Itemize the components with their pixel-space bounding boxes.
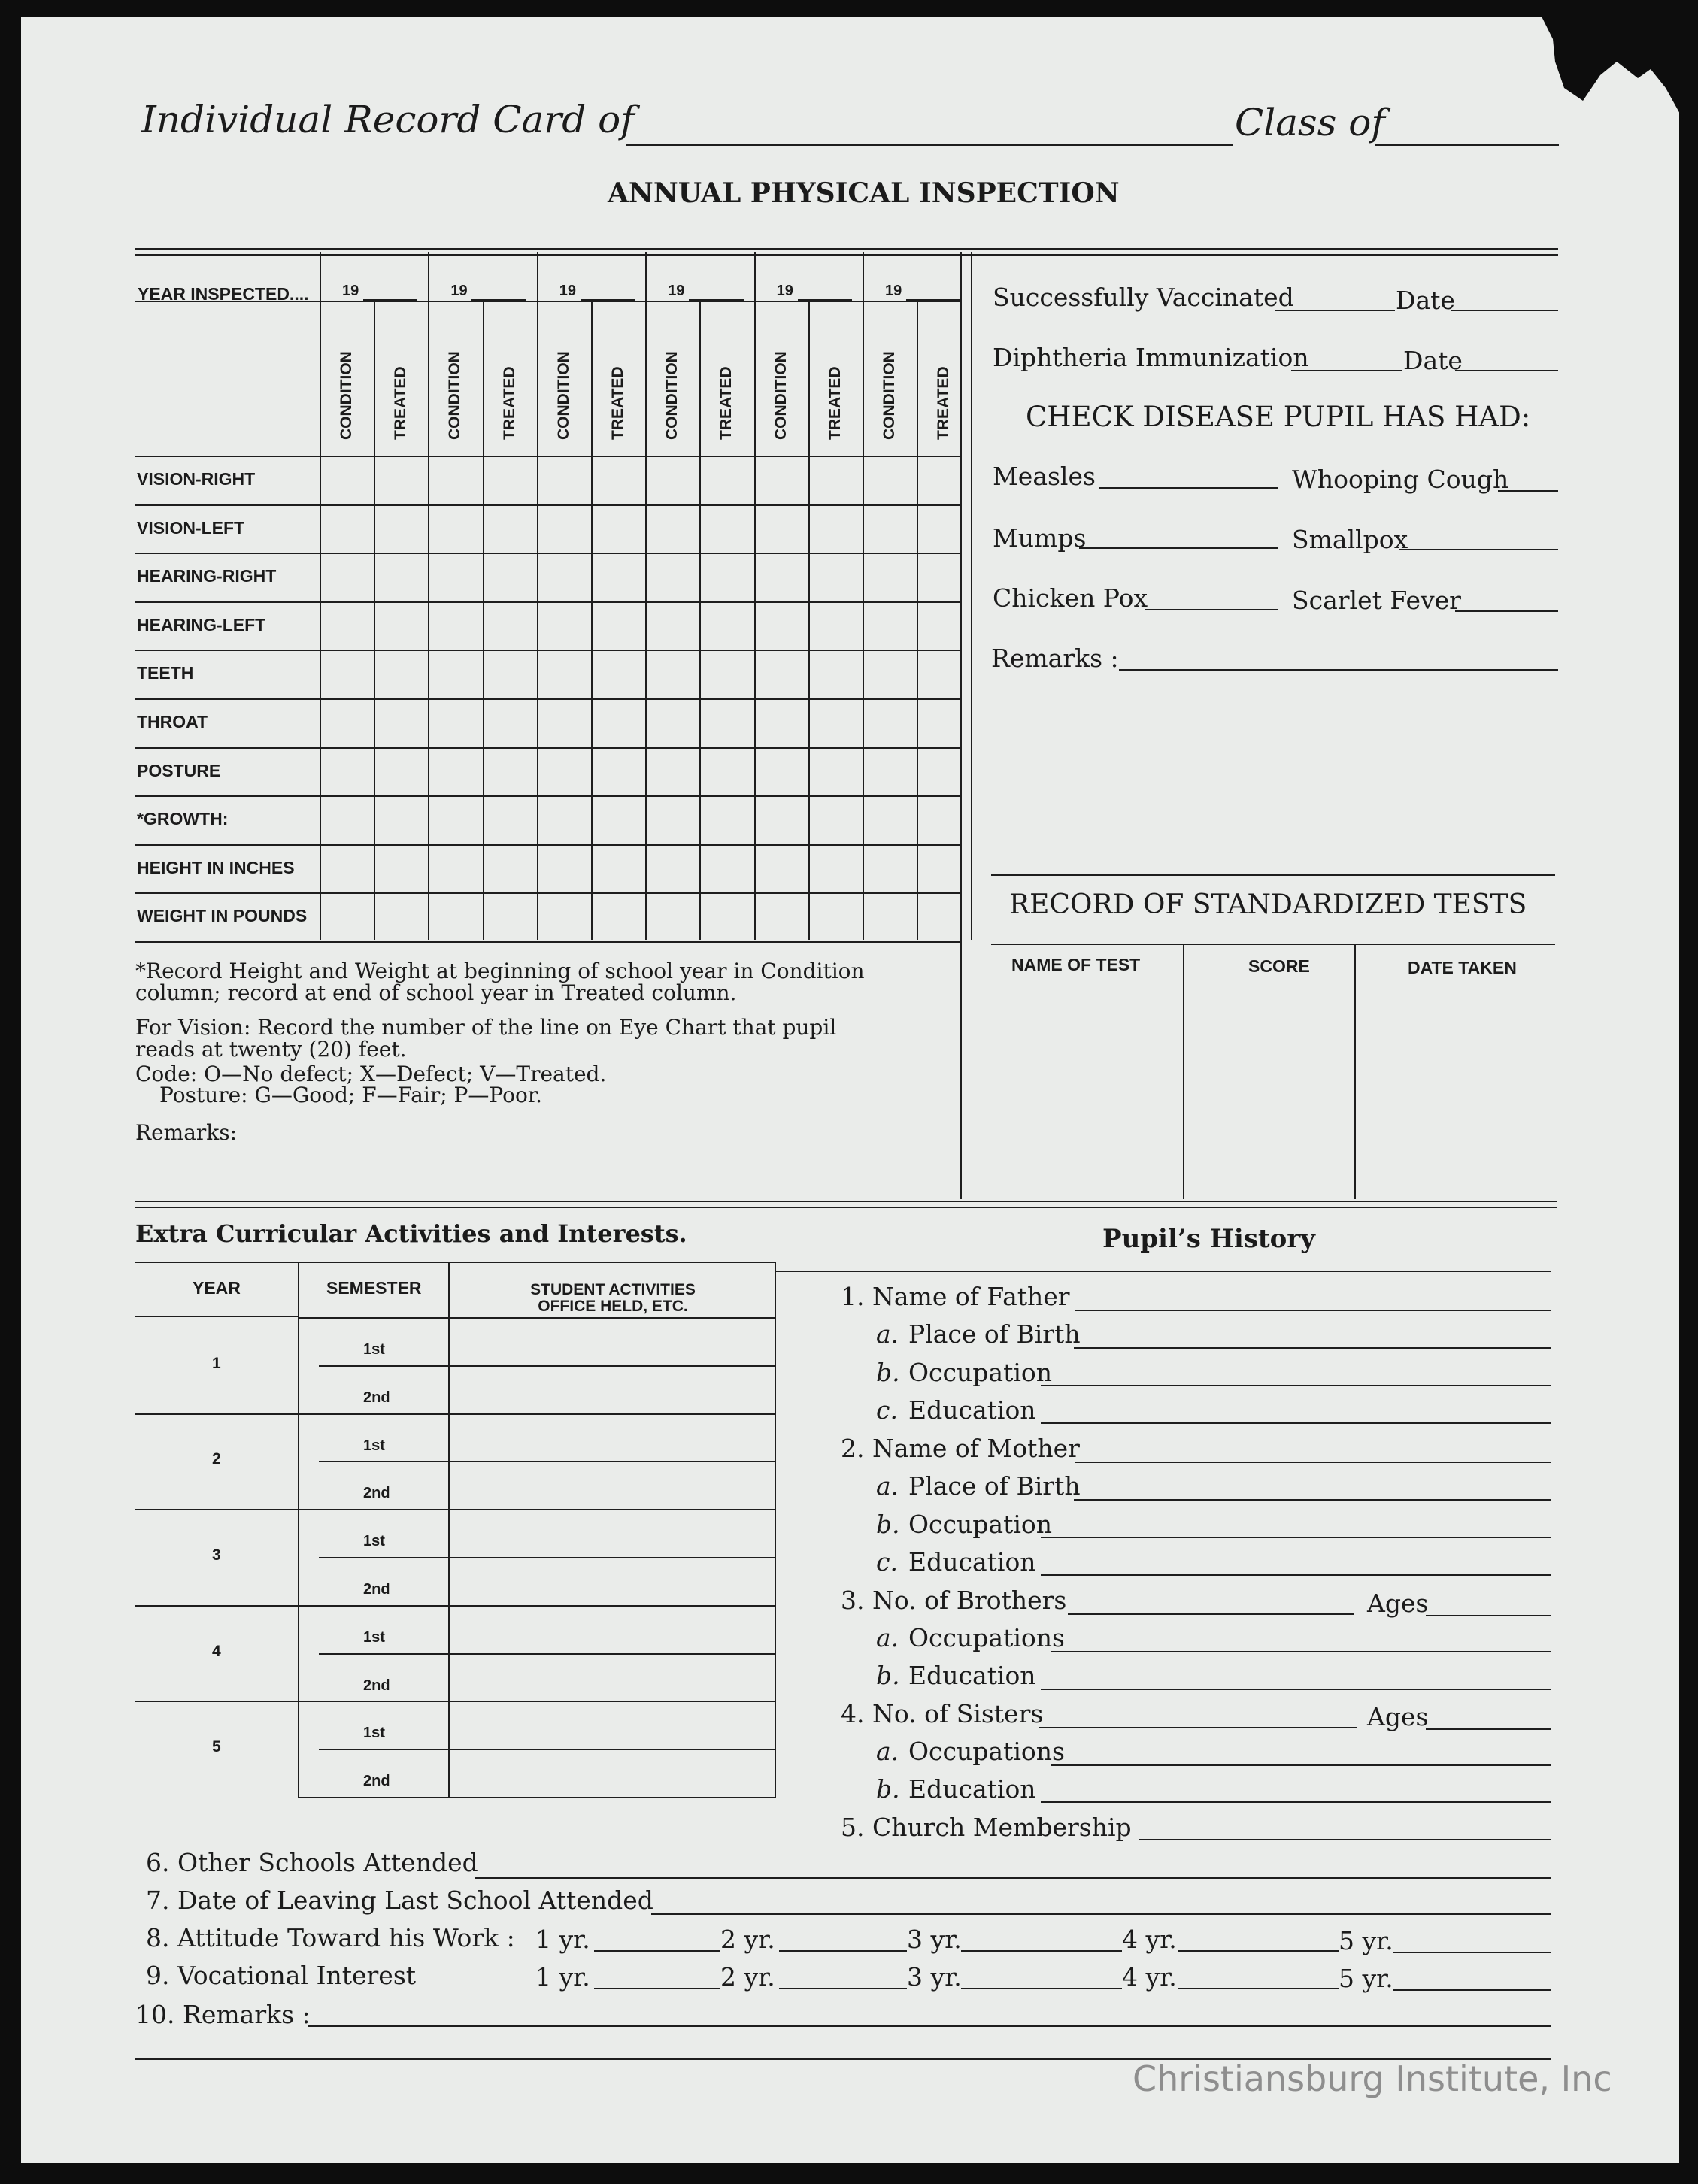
attitude-label: 8. Attitude Toward his Work : bbox=[146, 1923, 515, 1952]
grid-row-label: HEARING-RIGHT bbox=[137, 566, 277, 586]
grid-row-rule bbox=[135, 553, 960, 554]
sisters-occupations-line bbox=[1051, 1764, 1551, 1766]
grid-col-divider bbox=[863, 252, 864, 940]
grid-row-rule bbox=[135, 698, 960, 700]
vocational-yr5-line bbox=[1393, 1989, 1551, 1991]
condition-header: CONDITION bbox=[772, 351, 790, 440]
check-disease-title: CHECK DISEASE PUPIL HAS HAD: bbox=[1026, 401, 1531, 433]
year-prefix: 19 bbox=[885, 283, 902, 299]
vocational-yr5: 5 yr. bbox=[1339, 1964, 1393, 1993]
test-score-header: SCORE bbox=[1248, 956, 1310, 976]
sisters-b: b. bbox=[876, 1774, 900, 1804]
treated-header: TREATED bbox=[717, 366, 735, 440]
vocational-yr2: 2 yr. bbox=[720, 1962, 775, 1992]
grid-right-border bbox=[960, 252, 962, 1199]
father-occupation-label: Occupation bbox=[908, 1358, 1053, 1387]
attitude-yr4-line bbox=[1178, 1950, 1339, 1952]
father-education-label: Education bbox=[908, 1395, 1036, 1425]
vocational-yr3-line bbox=[961, 1988, 1122, 1989]
section-rule bbox=[135, 1201, 1557, 1202]
code-note: Code: O—No defect; X—Defect; V—Treated. bbox=[135, 1062, 607, 1086]
father-line bbox=[1075, 1310, 1551, 1311]
year-prefix: 19 bbox=[342, 283, 359, 299]
grid-row-rule bbox=[135, 795, 960, 797]
grid-row-rule bbox=[135, 601, 960, 603]
mother-c: c. bbox=[876, 1547, 898, 1577]
attitude-yr3: 3 yr. bbox=[907, 1925, 962, 1954]
tests-top-rule bbox=[991, 874, 1555, 876]
sisters-education-label: Education bbox=[908, 1774, 1036, 1804]
grid-row-label: TEETH bbox=[137, 663, 194, 683]
semester-header: SEMESTER bbox=[326, 1278, 422, 1298]
measles-line bbox=[1099, 487, 1278, 489]
year-inspected-label: YEAR INSPECTED.... bbox=[138, 284, 309, 304]
scarlet-fever-line bbox=[1455, 610, 1558, 612]
scarlet-fever-label: Scarlet Fever bbox=[1292, 586, 1461, 615]
mother-birth-line bbox=[1074, 1499, 1551, 1501]
tests-col-divider bbox=[1183, 944, 1184, 1199]
inspection-remarks-label: Remarks: bbox=[135, 1120, 238, 1145]
mumps-line bbox=[1079, 547, 1278, 549]
chicken-pox-line bbox=[1145, 609, 1278, 610]
brothers-occupations-line bbox=[1051, 1651, 1551, 1652]
condition-header: CONDITION bbox=[446, 351, 464, 440]
activities-bottom-rule bbox=[298, 1797, 776, 1798]
history-top-rule bbox=[775, 1271, 1551, 1272]
attitude-yr2: 2 yr. bbox=[720, 1925, 775, 1954]
vaccinated-label: Successfully Vaccinated bbox=[993, 283, 1294, 312]
semester-1st: 1st bbox=[363, 1437, 385, 1454]
grid-row-rule bbox=[135, 941, 960, 943]
treated-header: TREATED bbox=[392, 366, 410, 440]
father-a: a. bbox=[876, 1319, 899, 1349]
vision-note-1: For Vision: Record the number of the line on Eye Chart that pupil bbox=[135, 1015, 837, 1040]
header-rule bbox=[135, 248, 1558, 250]
mother-education-line bbox=[1041, 1574, 1551, 1576]
grid-col-divider bbox=[754, 252, 756, 940]
activity-year-rule bbox=[135, 1701, 775, 1702]
grid-row-rule bbox=[135, 650, 960, 651]
semester-2nd: 2nd bbox=[363, 1485, 390, 1502]
activity-year: 2 bbox=[212, 1450, 221, 1468]
attitude-yr2-line bbox=[779, 1950, 907, 1952]
grid-row-label: VISION-RIGHT bbox=[137, 469, 256, 489]
student-activities-header: STUDENT ACTIVITIES bbox=[530, 1281, 696, 1298]
vaccinated-date-line bbox=[1451, 310, 1558, 311]
class-label: Class of bbox=[1235, 101, 1385, 144]
activity-row-rule bbox=[319, 1365, 775, 1367]
attitude-yr5-line bbox=[1393, 1952, 1551, 1953]
grid-row-label: POSTURE bbox=[137, 760, 221, 780]
whooping-cough-label: Whooping Cough bbox=[1292, 465, 1509, 494]
sisters-occupations-label: Occupations bbox=[908, 1737, 1065, 1766]
mother-a: a. bbox=[876, 1471, 899, 1501]
brothers-line bbox=[1068, 1613, 1354, 1615]
test-name-header: NAME OF TEST bbox=[1011, 955, 1141, 974]
church-membership-line bbox=[1139, 1839, 1551, 1840]
sisters-ages-line bbox=[1426, 1728, 1551, 1730]
growth-note-1: *Record Height and Weight at beginning of school year in Condition bbox=[135, 959, 865, 983]
semester-1st: 1st bbox=[363, 1628, 385, 1646]
year-header: YEAR bbox=[193, 1278, 241, 1298]
final-remarks-label: 10. Remarks : bbox=[135, 2000, 311, 2029]
section-rule bbox=[135, 1207, 1557, 1208]
grid-row-label: THROAT bbox=[137, 712, 208, 732]
page-title: ANNUAL PHYSICAL INSPECTION bbox=[608, 177, 1120, 209]
attitude-yr4: 4 yr. bbox=[1122, 1925, 1177, 1954]
activity-row-rule bbox=[319, 1557, 775, 1558]
vocational-yr2-line bbox=[779, 1988, 907, 1989]
attitude-yr5: 5 yr. bbox=[1339, 1926, 1393, 1955]
condition-header: CONDITION bbox=[663, 351, 681, 440]
vocational-yr4: 4 yr. bbox=[1122, 1962, 1177, 1992]
semester-1st: 1st bbox=[363, 1341, 385, 1358]
father-b: b. bbox=[876, 1358, 900, 1387]
health-remarks-label: Remarks : bbox=[991, 644, 1119, 673]
grid-row-label: HEIGHT IN INCHES bbox=[137, 857, 295, 877]
brothers-ages-label: Ages bbox=[1367, 1589, 1429, 1618]
brothers-label: 3. No. of Brothers bbox=[841, 1586, 1067, 1615]
semester-2nd: 2nd bbox=[363, 1389, 390, 1406]
father-occupation-line bbox=[1041, 1385, 1551, 1386]
grid-col-divider bbox=[537, 252, 538, 940]
grid-col-divider bbox=[645, 252, 647, 940]
treated-header: TREATED bbox=[935, 366, 953, 440]
grid-col-divider bbox=[971, 252, 972, 940]
condition-header: CONDITION bbox=[338, 351, 355, 440]
brothers-ages-line bbox=[1426, 1615, 1551, 1616]
mother-label: 2. Name of Mother bbox=[841, 1434, 1080, 1463]
watermark: Christiansburg Institute, Inc bbox=[1133, 2058, 1612, 2099]
vocational-yr3: 3 yr. bbox=[907, 1962, 962, 1992]
year-prefix: 19 bbox=[450, 283, 468, 299]
attitude-yr1-line bbox=[594, 1950, 720, 1952]
sisters-a: a. bbox=[876, 1737, 899, 1766]
date-leaving-line bbox=[651, 1913, 1551, 1915]
brothers-occupations-label: Occupations bbox=[908, 1623, 1065, 1652]
activity-row-rule bbox=[319, 1749, 775, 1750]
mother-line bbox=[1075, 1462, 1551, 1463]
brothers-education-label: Education bbox=[908, 1661, 1036, 1690]
grid-row-rule bbox=[135, 844, 960, 846]
smallpox-label: Smallpox bbox=[1292, 525, 1408, 554]
activity-year-rule bbox=[135, 1605, 775, 1607]
activities-top-rule bbox=[135, 1262, 776, 1263]
chicken-pox-label: Chicken Pox bbox=[993, 583, 1148, 613]
grid-row-label: HEARING-LEFT bbox=[137, 614, 266, 635]
smallpox-line bbox=[1399, 549, 1558, 550]
year-prefix: 19 bbox=[776, 283, 793, 299]
activities-col-divider bbox=[448, 1262, 450, 1797]
father-birth-label: Place of Birth bbox=[908, 1319, 1081, 1349]
tests-header-rule bbox=[991, 944, 1555, 945]
semester-2nd: 2nd bbox=[363, 1677, 390, 1694]
attitude-yr3-line bbox=[961, 1950, 1122, 1952]
activities-right-border bbox=[775, 1262, 776, 1797]
tests-title: RECORD OF STANDARDIZED TESTS bbox=[1009, 889, 1527, 920]
activity-year-rule bbox=[135, 1413, 775, 1415]
condition-header: CONDITION bbox=[881, 351, 898, 440]
brothers-b: b. bbox=[876, 1661, 900, 1690]
semester-2nd: 2nd bbox=[363, 1581, 390, 1598]
father-birth-line bbox=[1074, 1347, 1551, 1349]
tests-col-divider bbox=[1354, 944, 1356, 1199]
other-schools-label: 6. Other Schools Attended bbox=[146, 1848, 478, 1877]
vocational-label: 9. Vocational Interest bbox=[146, 1961, 417, 1990]
health-remarks-line bbox=[1119, 669, 1558, 671]
date-leaving-label: 7. Date of Leaving Last School Attended bbox=[146, 1886, 653, 1915]
name-line bbox=[626, 144, 1233, 146]
vocational-yr1-line bbox=[594, 1988, 720, 1989]
mother-b: b. bbox=[876, 1510, 900, 1539]
condition-header: CONDITION bbox=[554, 351, 572, 440]
grid-row-label: WEIGHT IN POUNDS bbox=[137, 906, 308, 926]
brothers-a: a. bbox=[876, 1623, 899, 1652]
vaccinated-line bbox=[1275, 310, 1395, 311]
activities-col-divider bbox=[298, 1262, 299, 1797]
mother-education-label: Education bbox=[908, 1547, 1036, 1577]
year-prefix: 19 bbox=[668, 283, 685, 299]
activity-year: 4 bbox=[212, 1642, 221, 1660]
posture-code-note: Posture: G—Good; F—Fair; P—Poor. bbox=[159, 1083, 543, 1107]
grid-col-divider bbox=[320, 252, 321, 940]
mumps-label: Mumps bbox=[993, 523, 1087, 553]
vision-note-2: reads at twenty (20) feet. bbox=[135, 1037, 407, 1062]
activity-row-rule bbox=[319, 1461, 775, 1462]
father-c: c. bbox=[876, 1395, 898, 1425]
activity-row-rule bbox=[319, 1653, 775, 1655]
history-title: Pupil’s History bbox=[1102, 1224, 1315, 1254]
activities-title: Extra Curricular Activities and Interests. bbox=[135, 1219, 687, 1248]
grid-row-rule bbox=[135, 456, 960, 457]
semester-2nd: 2nd bbox=[363, 1773, 390, 1790]
grid-col-divider bbox=[428, 252, 429, 940]
growth-note-2: column; record at end of school year in Treated column. bbox=[135, 980, 737, 1005]
semester-1st: 1st bbox=[363, 1725, 385, 1742]
grid-row-rule bbox=[135, 747, 960, 749]
grid-row-rule bbox=[135, 892, 960, 894]
grid-row-label: VISION-LEFT bbox=[137, 517, 245, 538]
attitude-yr1: 1 yr. bbox=[535, 1925, 590, 1954]
whooping-cough-line bbox=[1498, 490, 1558, 492]
activities-header-rule bbox=[298, 1317, 776, 1319]
treated-header: TREATED bbox=[609, 366, 626, 440]
measles-label: Measles bbox=[993, 462, 1096, 491]
activity-year: 3 bbox=[212, 1546, 221, 1564]
treated-header: TREATED bbox=[826, 366, 844, 440]
sisters-label: 4. No. of Sisters bbox=[841, 1699, 1044, 1728]
diphtheria-label: Diphtheria Immunization bbox=[993, 343, 1309, 372]
office-held-header: OFFICE HELD, ETC. bbox=[538, 1298, 688, 1315]
diphtheria-line bbox=[1291, 370, 1402, 371]
vocational-yr1: 1 yr. bbox=[535, 1962, 590, 1992]
final-remarks-line bbox=[308, 2025, 1551, 2027]
mother-occupation-label: Occupation bbox=[908, 1510, 1053, 1539]
church-membership-label: 5. Church Membership bbox=[841, 1813, 1132, 1842]
diphtheria-date-label: Date bbox=[1403, 346, 1463, 375]
activities-header-rule bbox=[135, 1316, 298, 1317]
record-card-label: Individual Record Card of bbox=[141, 98, 635, 141]
father-label: 1. Name of Father bbox=[841, 1282, 1070, 1311]
diphtheria-date-line bbox=[1455, 370, 1558, 371]
brothers-education-line bbox=[1041, 1689, 1551, 1690]
mother-occupation-line bbox=[1041, 1537, 1551, 1538]
activity-year-rule bbox=[135, 1509, 775, 1510]
sisters-line bbox=[1039, 1727, 1357, 1728]
test-date-header: DATE TAKEN bbox=[1408, 958, 1517, 977]
father-education-line bbox=[1041, 1422, 1551, 1424]
grid-row-label: *GROWTH: bbox=[137, 809, 229, 829]
treated-header: TREATED bbox=[500, 366, 518, 440]
class-line bbox=[1375, 144, 1559, 146]
sisters-education-line bbox=[1041, 1801, 1551, 1803]
activity-year: 5 bbox=[212, 1738, 221, 1756]
activity-year: 1 bbox=[212, 1354, 221, 1372]
vaccinated-date-label: Date bbox=[1396, 286, 1455, 315]
year-prefix: 19 bbox=[559, 283, 577, 299]
grid-row-rule bbox=[135, 504, 960, 506]
mother-birth-label: Place of Birth bbox=[908, 1471, 1081, 1501]
header-rule bbox=[135, 254, 1558, 256]
sisters-ages-label: Ages bbox=[1367, 1702, 1429, 1731]
other-schools-line bbox=[475, 1877, 1551, 1879]
vocational-yr4-line bbox=[1178, 1988, 1339, 1989]
semester-1st: 1st bbox=[363, 1533, 385, 1550]
